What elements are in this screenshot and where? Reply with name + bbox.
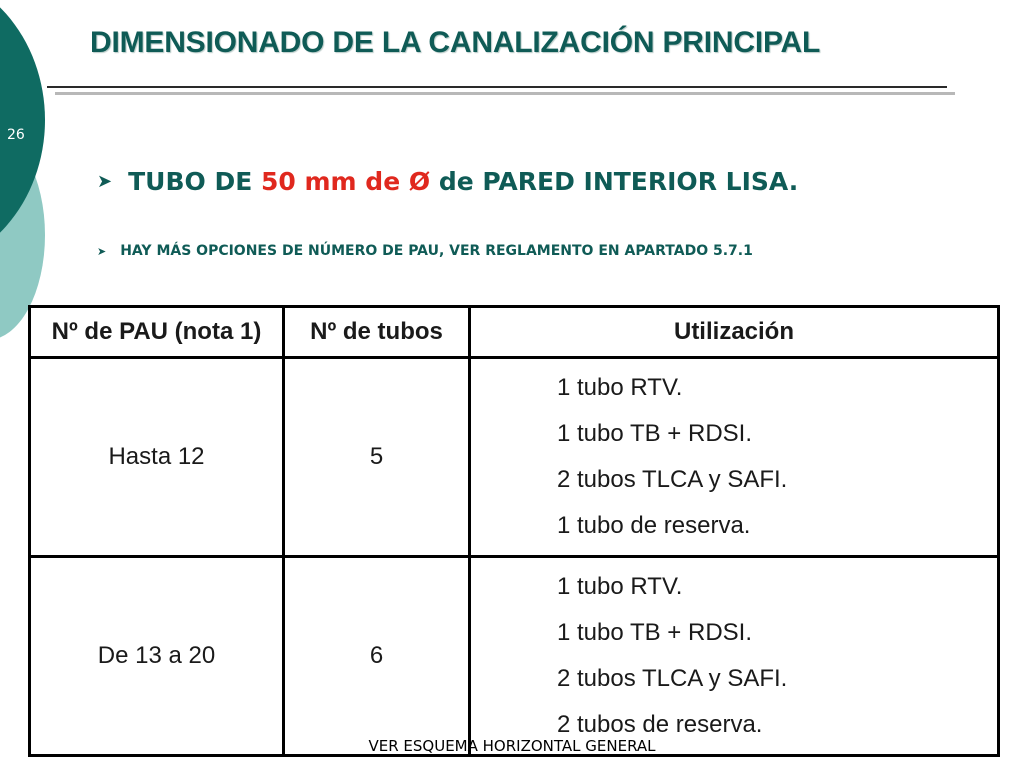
bullet-main [97, 167, 798, 196]
cell-utilizacion [470, 358, 999, 557]
use-item: 1 tubo TB + RDSI. [557, 619, 752, 646]
arrow-bullet-icon: ➤ [97, 171, 113, 192]
footer-note: VER ESQUEMA HORIZONTAL GENERAL [368, 737, 656, 755]
bullet-main-highlight: 50 mm de Ø [261, 167, 431, 196]
header-pau: Nº de PAU (nota 1) [30, 307, 284, 358]
cell-tubos: 5 [284, 358, 470, 557]
cell-pau: De 13 a 20 [30, 557, 284, 756]
header-utilizacion: Utilización [470, 307, 999, 358]
table-row [30, 358, 999, 557]
title-underline-shadow [55, 92, 955, 95]
bullet-note-text: HAY MÁS OPCIONES DE NÚMERO DE PAU, VER REGLAMENTO EN APARTADO 5.7.1 [120, 243, 753, 259]
use-item: 1 tubo de reserva. [557, 512, 751, 539]
bullet-main-suffix: de PARED INTERIOR LISA. [430, 167, 799, 196]
tubes-table [28, 305, 1000, 757]
table-row [30, 557, 999, 756]
cell-pau: Hasta 12 [30, 358, 284, 557]
slide-number: 26 [7, 127, 25, 143]
use-item: 2 tubos de reserva. [557, 711, 763, 738]
title-underline [47, 86, 947, 88]
use-item: 1 tubo RTV. [557, 374, 683, 401]
bullet-main-prefix: TUBO DE [128, 167, 261, 196]
arrow-bullet-icon: ➤ [97, 244, 107, 258]
cell-tubos: 6 [284, 557, 470, 756]
cell-utilizacion [470, 557, 999, 756]
use-item: 2 tubos TLCA y SAFI. [557, 466, 788, 493]
use-item: 2 tubos TLCA y SAFI. [557, 665, 788, 692]
header-tubos: Nº de tubos [284, 307, 470, 358]
table-header-row [30, 307, 999, 358]
bullet-note [97, 243, 753, 259]
use-item: 1 tubo RTV. [557, 573, 683, 600]
use-item: 1 tubo TB + RDSI. [557, 420, 752, 447]
slide-title: DIMENSIONADO DE LA CANALIZACIÓN PRINCIPAL [90, 26, 821, 59]
